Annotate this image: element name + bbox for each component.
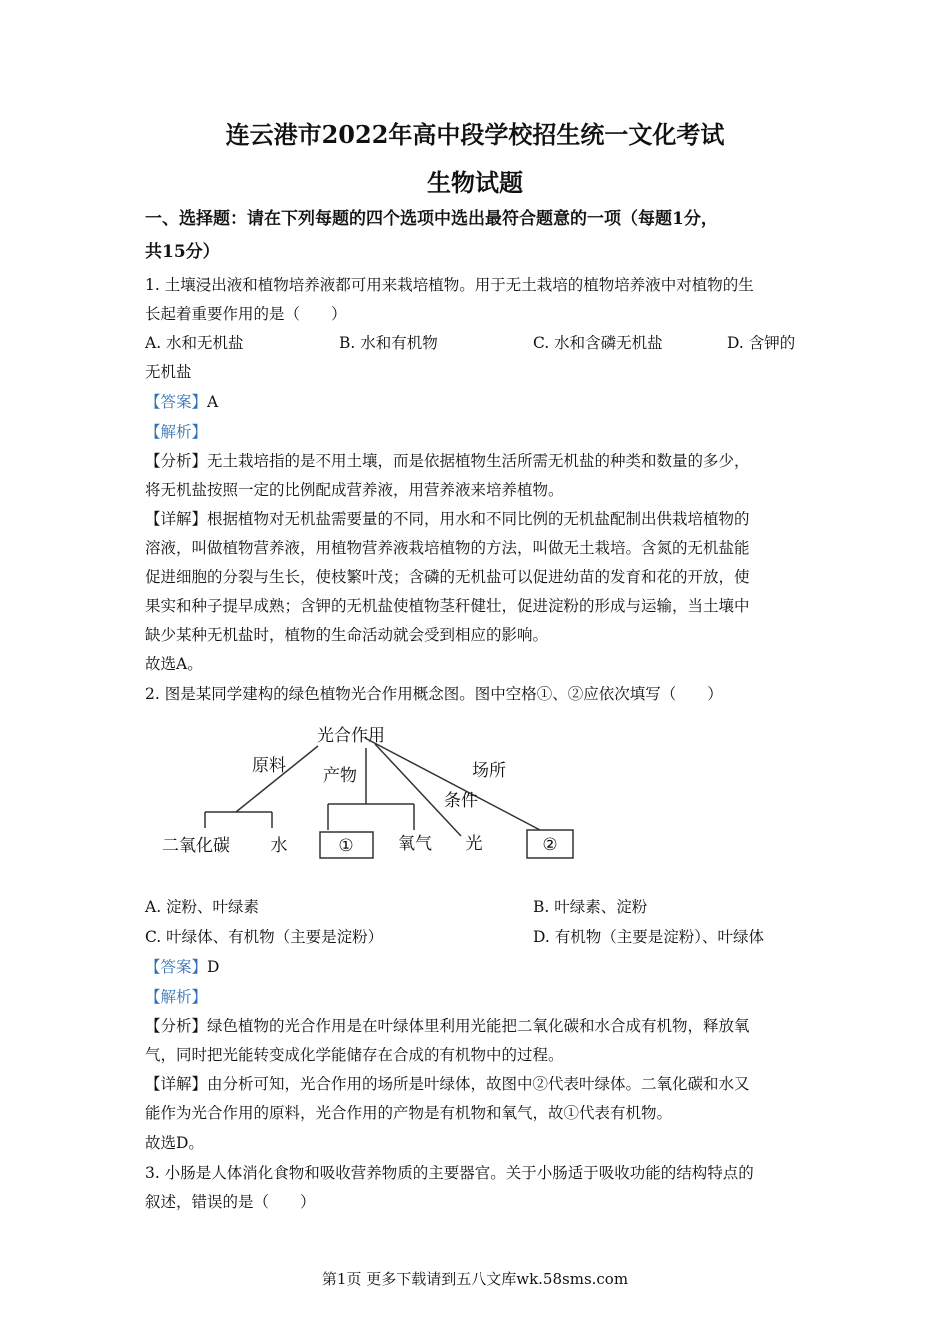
node-photosynthesis: 光合作用 (317, 726, 385, 746)
q1-stem-line1: 1. 土壤浸出液和植物培养液都可用来栽培植物。用于无土栽培的植物培养液中对植物的生 (145, 276, 754, 294)
q2-answer (145, 953, 805, 982)
q1-analysis-tag: 【解析】 (145, 423, 208, 441)
q1-xiangjie-line2: 溶液，叫做植物营养液，用植物营养液栽培植物的方法，叫做无土栽培。含氮的无机盐能 (145, 539, 750, 557)
label-products: 产物 (323, 766, 357, 786)
fenxi-text: 无土栽培指的是不用土壤，而是依据植物生活所需无机盐的种类和数量的多少， (207, 452, 750, 470)
q1-xiangjie-line5: 缺少某种无机盐时，植物的生命活动就会受到相应的影响。 (145, 626, 549, 644)
label-materials: 原料 (252, 756, 286, 776)
answer-value: A (207, 393, 219, 411)
answer-tag: 【答案】 (145, 958, 208, 976)
line-to-conditions (375, 744, 461, 836)
exam-title: 连云港市2022年高中段学校招生统一文化考试 (225, 120, 725, 149)
q1-option-d: D. 含钾的 (727, 334, 796, 352)
q3-stem-line2: 叙述，错误的是（ ） (145, 1193, 316, 1211)
q1-xiangjie-line3: 促进细胞的分裂与生长，使枝繁叶茂；含磷的无机盐可以促进幼苗的发育和花的开放，使 (145, 568, 750, 586)
q1-option-d-cont: 无机盐 (145, 363, 192, 381)
leaf-co2: 二氧化碳 (162, 836, 230, 856)
answer-tag: 【答案】 (145, 393, 208, 411)
label-conditions: 条件 (444, 791, 478, 811)
leaf-light: 光 (465, 834, 483, 854)
section-heading-line2: 共15分） (145, 242, 220, 262)
q2-option-d: D. 有机物（主要是淀粉）、叶绿体 (533, 928, 764, 946)
exam-subtitle: 生物试题 (427, 168, 523, 197)
fenxi-text: 绿色植物的光合作用是在叶绿体里利用光能把二氧化碳和水合成有机物，释放氧 (207, 1017, 750, 1035)
xiangjie-tag: 【详解】 (145, 510, 208, 528)
blank-2-symbol: ② (542, 835, 558, 855)
q2-fenxi (145, 1012, 805, 1070)
q2-fenxi-line2: 气，同时把光能转变成化学能储存在合成的有机物中的过程。 (145, 1046, 564, 1064)
blank-1-symbol: ① (338, 836, 354, 856)
q1-option-c: C. 水和含磷无机盐 (533, 334, 663, 352)
leaf-oxygen: 氧气 (398, 834, 432, 854)
line-to-place (365, 738, 540, 830)
q2-xiangjie (145, 1070, 805, 1128)
q1-stem-line2: 长起着重要作用的是（ ） (145, 305, 347, 323)
fenxi-tag: 【分析】 (145, 452, 208, 470)
q2-option-c: C. 叶绿体、有机物（主要是淀粉） (145, 928, 384, 946)
xiangjie-text: 由分析可知，光合作用的场所是叶绿体，故图中②代表叶绿体。二氧化碳和水又 (207, 1075, 750, 1093)
q2-analysis-tag: 【解析】 (145, 988, 208, 1006)
section-heading-line1: 一、选择题：请在下列每题的四个选项中选出最符合题意的一项（每题1分， (145, 209, 718, 229)
leaf-water: 水 (270, 836, 288, 856)
q3-stem-line1: 3. 小肠是人体消化食物和吸收营养物质的主要器官。关于小肠适于吸收功能的结构特点的 (145, 1164, 754, 1182)
q2-conclusion: 故选D。 (145, 1134, 204, 1152)
label-place: 场所 (472, 761, 506, 781)
q1-fenxi-line2: 将无机盐按照一定的比例配成营养液，用营养液来培养植物。 (145, 481, 564, 499)
q2-xiangjie-line1 (145, 1070, 805, 1099)
q1-xiangjie-line4: 果实和种子提早成熟；含钾的无机盐使植物茎秆健壮，促进淀粉的形成与运输，当土壤中 (145, 597, 750, 615)
xiangjie-text: 根据植物对无机盐需要量的不同，用水和不同比例的无机盐配制出供栽培植物的 (207, 510, 750, 528)
concept-map-lines (205, 738, 540, 836)
q1-option-b: B. 水和有机物 (339, 334, 438, 352)
q2-option-b: B. 叶绿素、淀粉 (533, 898, 648, 916)
q2-stem: 2. 图是某同学建构的绿色植物光合作用概念图。图中空格①、②应依次填写（ ） (145, 685, 723, 703)
fenxi-tag: 【分析】 (145, 1017, 208, 1035)
page-footer: 第1页 更多下载请到五八文库wk.58sms.com (321, 1270, 629, 1288)
q1-option-a: A. 水和无机盐 (145, 334, 244, 352)
answer-value: D (207, 958, 220, 976)
q2-xiangjie-line2: 能作为光合作用的原料，光合作用的产物是有机物和氧气，故①代表有机物。 (145, 1104, 673, 1122)
q2-fenxi-line1 (145, 1012, 805, 1041)
q3-stem (145, 1159, 805, 1217)
q2-option-a: A. 淀粉、叶绿素 (145, 898, 260, 916)
xiangjie-tag: 【详解】 (145, 1075, 208, 1093)
q1-conclusion: 故选A。 (145, 655, 203, 673)
